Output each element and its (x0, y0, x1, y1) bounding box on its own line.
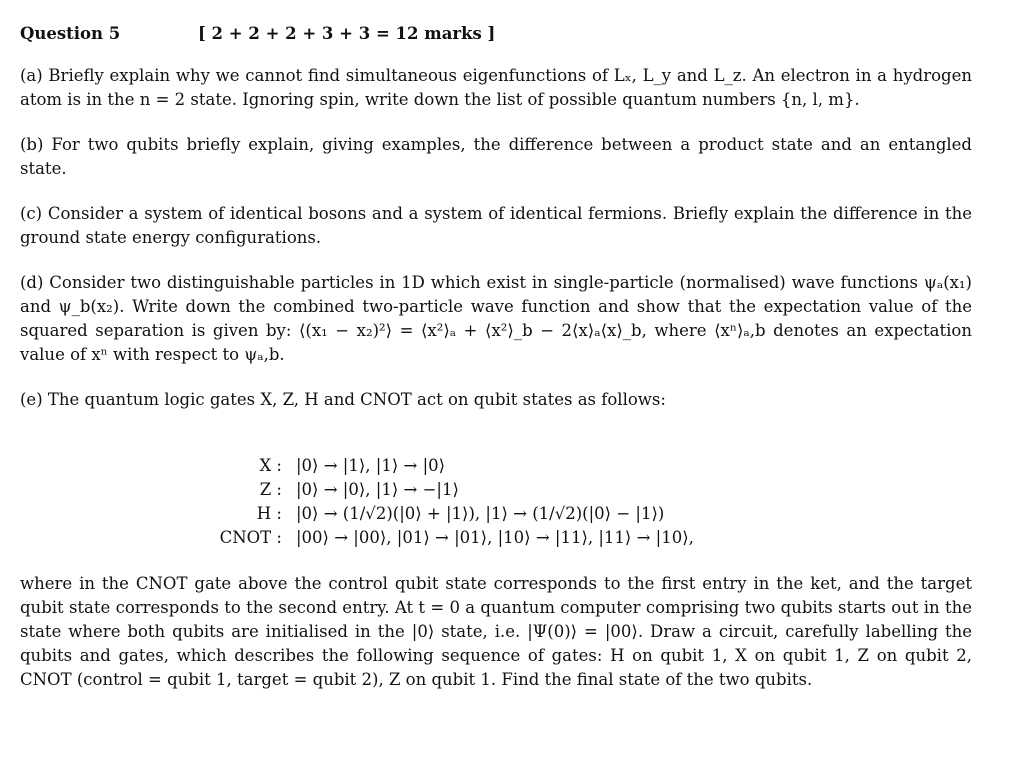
gate-action: |00⟩ → |00⟩, |01⟩ → |01⟩, |10⟩ → |11⟩, |11⟩ → |10⟩, (296, 528, 694, 547)
gate-row-h (20, 502, 972, 526)
gate-name: Z : (259, 480, 282, 499)
part-a-text: (a) Briefly explain why we cannot find simultaneous eigenfunctions of Lₓ, L_y and L_z. An electron in a hydrogen atom is in the n = 2 state. Ignoring spin, write down the list of possible quantum numbers {n, l, m}. (20, 66, 972, 109)
gate-name: X : (259, 456, 282, 475)
question-title: Question 5 (20, 24, 121, 43)
gate-row-x (20, 454, 972, 478)
question-header (20, 22, 972, 46)
part-b-text: (b) For two qubits briefly explain, giving examples, the difference between a product state and an entangled state. (20, 135, 972, 178)
gate-row-cnot (20, 526, 972, 550)
gate-row-z (20, 478, 972, 502)
marks-breakdown: [ 2 + 2 + 2 + 3 + 3 = 12 marks ] (198, 24, 496, 43)
part-e-intro: (e) The quantum logic gates X, Z, H and CNOT act on qubit states as follows: (20, 390, 666, 409)
part-c-text: (c) Consider a system of identical bosons and a system of identical fermions. Briefly explain the difference in the ground state energy configurations. (20, 204, 972, 247)
gate-action: |0⟩ → (1/√2)(|0⟩ + |1⟩), |1⟩ → (1/√2)(|0⟩ − |1⟩) (296, 504, 665, 523)
part-e-text: where in the CNOT gate above the control qubit state corresponds to the first entry in the ket, and the target qubit state corresponds to the second entry. At t = 0 a quantum computer comprising two qubits starts out in the state where both qubits are initialised in the |0⟩ state, i.e. |Ψ(0)⟩ = |00⟩. Draw a circuit, carefully labelling the qubits and gates, which describes the following sequence of gates: H on qubit 1, X on qubit 1, Z on qubit 2, CNOT (control = qubit 1, target = qubit 2), Z on qubit 1. Find the final state of the two qubits. (20, 574, 972, 689)
gate-action: |0⟩ → |1⟩, |1⟩ → |0⟩ (296, 456, 446, 475)
gate-action: |0⟩ → |0⟩, |1⟩ → −|1⟩ (296, 480, 459, 499)
part-d-text: (d) Consider two distinguishable particles in 1D which exist in single-particle (normalised) wave functions ψₐ(x₁) and ψ_b(x₂). Write down the combined two-particle wave function and show that the expectation value of the squared separation is given by: ⟨(x₁ − x₂)²⟩ = ⟨x²⟩ₐ + ⟨x²⟩_b − 2⟨x⟩ₐ⟨x⟩_b, where ⟨xⁿ⟩ₐ,b denotes an expectation value of xⁿ with respect to ψₐ,b. (20, 273, 972, 364)
gate-name: H : (256, 504, 282, 523)
gate-definitions (20, 454, 972, 550)
gate-name: CNOT : (219, 528, 282, 547)
question-page (20, 22, 972, 713)
